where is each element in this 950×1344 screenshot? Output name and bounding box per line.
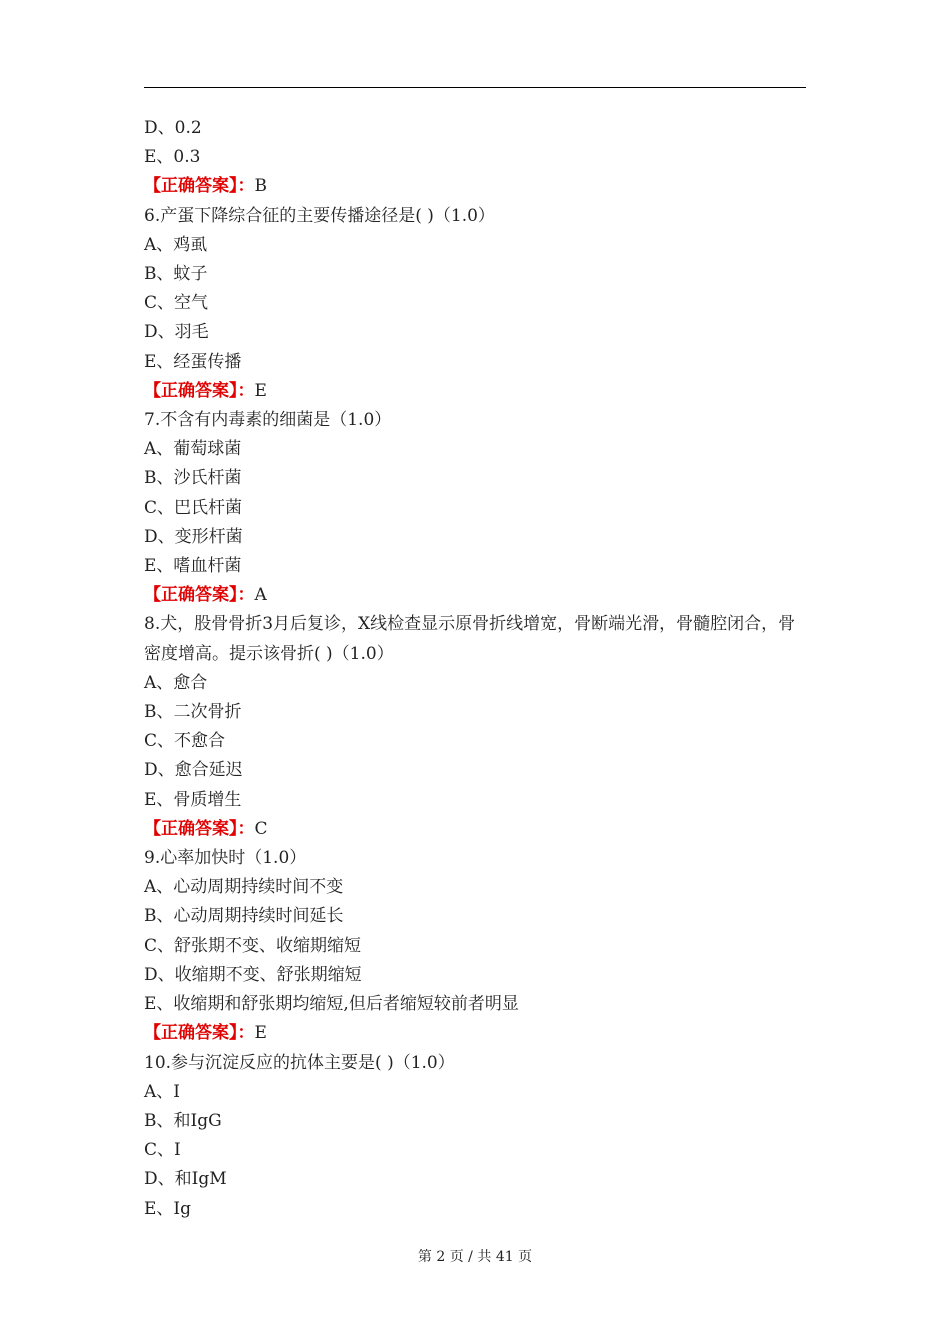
option-line: A、愈合: [144, 672, 208, 693]
option-line: A、鸡虱: [144, 234, 208, 255]
option-line: E、Ig: [144, 1198, 192, 1219]
answer-colon: ：: [237, 380, 255, 401]
option-line: C、I: [144, 1140, 181, 1161]
option-line: B、蚊子: [144, 264, 208, 285]
option-line: A、I: [144, 1081, 180, 1102]
option-line: E、骨质增生: [144, 789, 242, 810]
answer-label: 【正确答案】: [144, 585, 238, 606]
answer-line: [144, 581, 808, 610]
option-line: B、和IgG: [144, 1110, 222, 1131]
option-line: D、0.2: [144, 118, 202, 138]
option-line: E、嗜血杆菌: [144, 556, 242, 577]
option-line: C、不愈合: [144, 731, 226, 752]
answer-label: 【正确答案】: [144, 1023, 238, 1044]
page-footer: [0, 1246, 950, 1266]
footer-total-pages: 41: [495, 1249, 514, 1265]
option-line: D、愈合延迟: [144, 760, 243, 781]
option-line: E、0.3: [144, 147, 201, 168]
document-body: [144, 114, 808, 1224]
question-text: 10.参与沉淀反应的抗体主要是( )（1.0）: [144, 1052, 455, 1073]
footer-suffix: 页: [518, 1249, 533, 1265]
option-line: D、和IgM: [144, 1169, 227, 1190]
option-line: B、二次骨折: [144, 702, 242, 723]
header-rule: [144, 87, 806, 88]
answer-line: [144, 815, 808, 844]
option-line: B、心动周期持续时间延长: [144, 906, 344, 927]
footer-middle: 页 / 共: [449, 1249, 492, 1265]
question-text: 7.不含有内毒素的细菌是（1.0）: [144, 410, 392, 431]
answer-line: [144, 1019, 808, 1048]
option-line: D、羽毛: [144, 322, 209, 343]
answer-line: [144, 377, 808, 406]
question-text: 9.心率加快时（1.0）: [144, 848, 307, 869]
option-line: D、变形杆菌: [144, 526, 243, 547]
answer-value: C: [254, 818, 268, 839]
option-line: B、沙氏杆菌: [144, 468, 242, 489]
answer-colon: ：: [237, 176, 255, 197]
answer-value: E: [254, 380, 267, 401]
answer-label: 【正确答案】: [144, 818, 238, 839]
answer-label: 【正确答案】: [144, 176, 238, 197]
answer-value: E: [254, 1023, 267, 1044]
footer-page-number: 2: [436, 1249, 446, 1265]
footer-prefix: 第: [417, 1249, 432, 1265]
option-line: A、心动周期持续时间不变: [144, 877, 344, 898]
option-line: A、葡萄球菌: [144, 439, 242, 460]
option-line: D、收缩期不变、舒张期缩短: [144, 964, 362, 985]
answer-label: 【正确答案】: [144, 380, 238, 401]
option-line: E、收缩期和舒张期均缩短,但后者缩短较前者明显: [144, 994, 519, 1015]
option-line: E、经蛋传播: [144, 351, 242, 372]
option-line: C、巴氏杆菌: [144, 497, 243, 518]
answer-line: [144, 172, 808, 201]
option-line: C、舒张期不变、收缩期缩短: [144, 935, 362, 956]
answer-value: B: [254, 176, 267, 197]
answer-colon: ：: [237, 1023, 255, 1044]
option-line: C、空气: [144, 293, 209, 314]
answer-value: A: [254, 585, 267, 606]
answer-colon: ：: [237, 585, 255, 606]
question-text: 8.犬，股骨骨折3月后复诊，X线检查显示原骨折线增宽，骨断端光滑，骨髓腔闭合，骨密度增高。提示该骨折( )（1.0）: [144, 614, 796, 664]
answer-colon: ：: [237, 818, 255, 839]
question-text: 6.产蛋下降综合征的主要传播途径是( )（1.0）: [144, 205, 495, 226]
